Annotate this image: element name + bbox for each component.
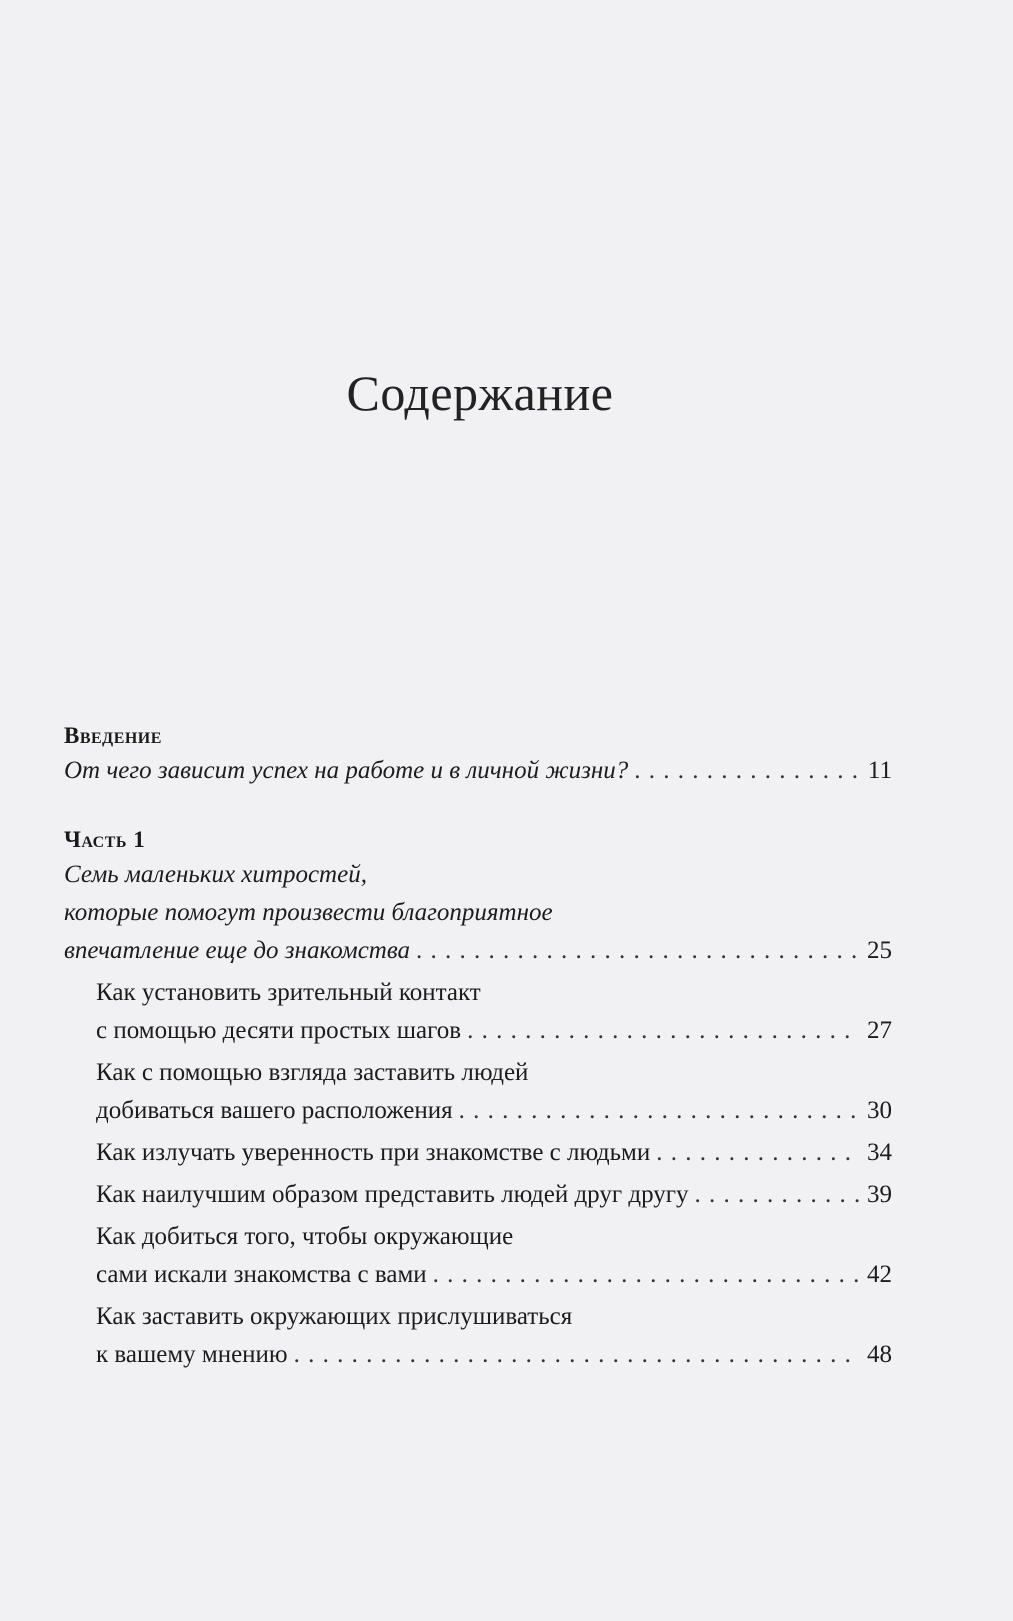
entry-title: От чего зависит успех на работе и в личной жизни?: [64, 757, 629, 784]
entry-title-line: которые помогут произвести благоприятное: [64, 899, 553, 926]
entry-title-line: сами искали знакомства с вами: [96, 1261, 427, 1288]
entry-title-line: впечатление еще до знакомства: [64, 937, 411, 964]
page-title: Содержание: [346, 364, 614, 421]
intro-heading: Введение: [64, 723, 162, 748]
page-number: 34: [867, 1139, 892, 1166]
page-number: 39: [867, 1181, 892, 1208]
page-number: 48: [867, 1341, 892, 1368]
dot-leader: [433, 1256, 860, 1294]
toc-entry-seek-acquaintance[interactable]: [96, 1218, 892, 1294]
part1-heading: Часть 1: [64, 827, 146, 852]
dot-leader: [416, 932, 860, 970]
toc-entry-listen[interactable]: [96, 1298, 892, 1374]
entry-title-line: Как наилучшим образом представить людей друг другу: [96, 1181, 689, 1208]
entry-title-line: Семь маленьких хитростей,: [64, 861, 367, 888]
page-number: 30: [867, 1097, 892, 1124]
toc-entry-introductions[interactable]: [96, 1176, 892, 1214]
entry-title-line: с помощью десяти простых шагов: [96, 1017, 462, 1044]
page-number: 27: [867, 1017, 892, 1044]
dot-leader: [695, 1176, 861, 1214]
toc-entry-confidence[interactable]: [96, 1134, 892, 1172]
entry-title-line: к вашему мнению: [96, 1341, 288, 1368]
dot-leader: [634, 752, 860, 790]
entry-title-line: Как добиться того, чтобы окружающие: [96, 1223, 514, 1250]
dot-leader: [656, 1134, 860, 1172]
dot-leader: [294, 1336, 860, 1374]
entry-title-line: Как установить зрительный контакт: [96, 979, 481, 1006]
toc-entry-eye-contact[interactable]: [96, 974, 892, 1050]
dot-leader: [467, 1012, 860, 1050]
entry-title-line: Как излучать уверенность при знакомстве с людьми: [96, 1139, 651, 1166]
entry-title-line: Как с помощью взгляда заставить людей: [96, 1059, 529, 1086]
page-number: 11: [867, 757, 892, 784]
entry-title-line: добиваться вашего расположения: [96, 1097, 453, 1124]
entry-title-line: Как заставить окружающих прислушиваться: [96, 1303, 573, 1330]
toc-entry-part1[interactable]: [64, 856, 892, 970]
table-of-contents: [64, 720, 892, 1374]
page-number: 25: [867, 937, 892, 964]
toc-entry-intro[interactable]: [64, 752, 892, 790]
toc-entry-gaze[interactable]: [96, 1054, 892, 1130]
dot-leader: [459, 1092, 860, 1130]
page-number: 42: [867, 1261, 892, 1288]
